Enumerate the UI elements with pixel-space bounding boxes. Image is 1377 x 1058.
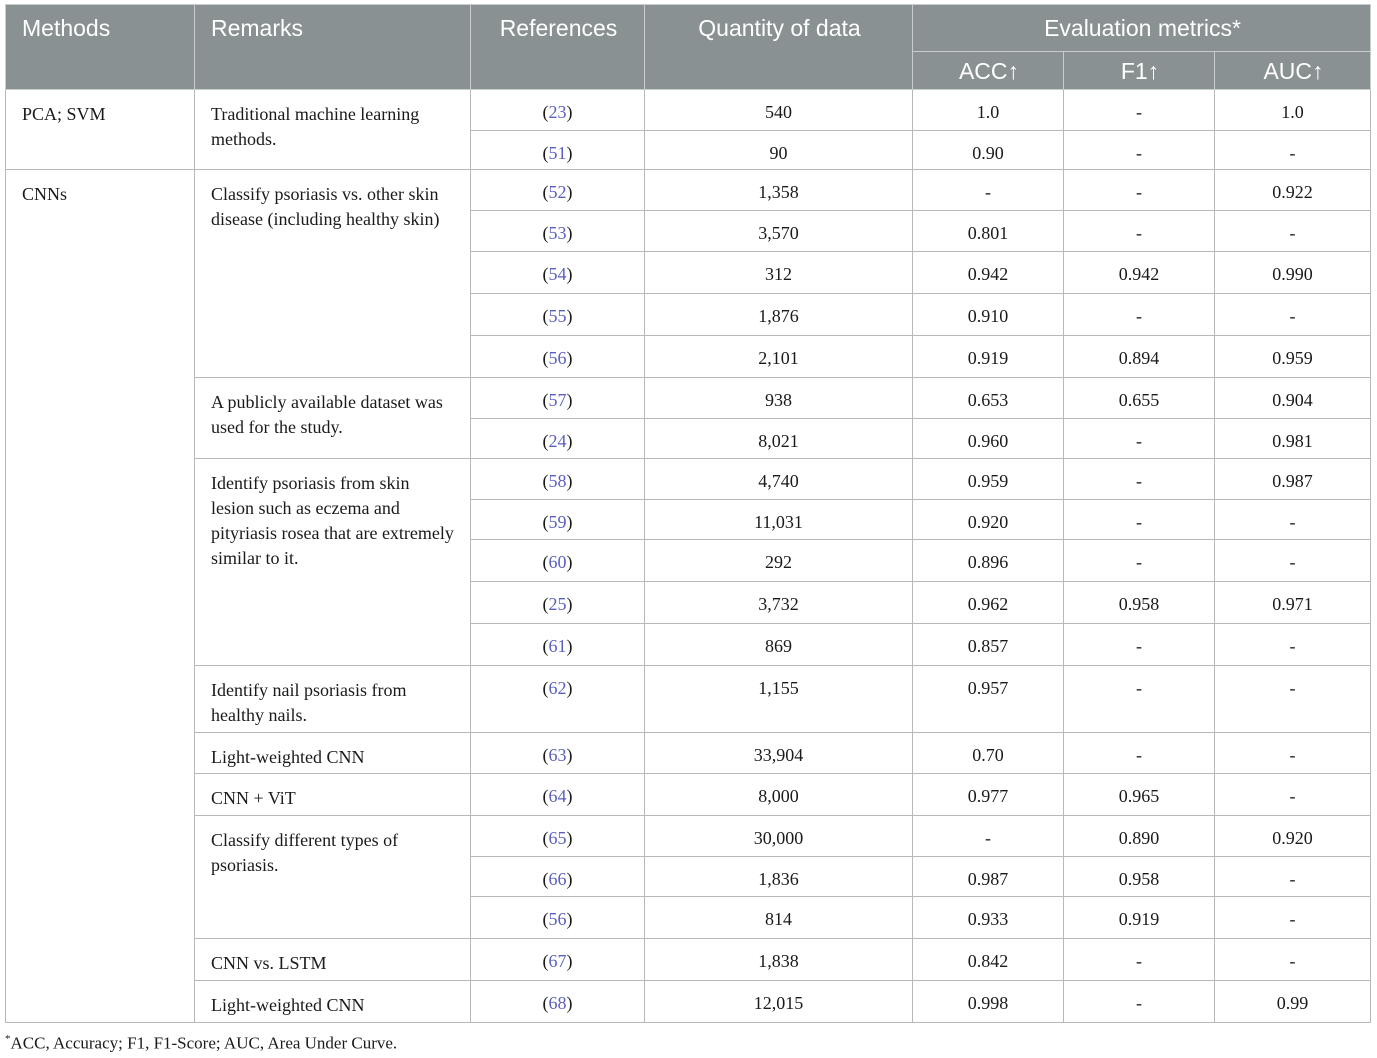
reference-cell: (25) xyxy=(471,582,645,624)
quantity-cell: 540 xyxy=(645,90,913,131)
quantity-cell: 1,876 xyxy=(645,294,913,336)
reference-link[interactable]: 63 xyxy=(548,745,567,765)
quantity-cell: 869 xyxy=(645,624,913,666)
acc-cell: 0.842 xyxy=(913,939,1064,981)
f1-cell: - xyxy=(1064,939,1215,981)
quantity-cell: 1,838 xyxy=(645,939,913,981)
quantity-cell: 1,836 xyxy=(645,857,913,897)
header-f1: F1↑ xyxy=(1064,52,1215,90)
quantity-cell: 312 xyxy=(645,252,913,294)
reference-cell: (62) xyxy=(471,666,645,733)
acc-cell: - xyxy=(913,816,1064,857)
auc-cell: 0.904 xyxy=(1215,378,1371,419)
remark-cell: A publicly available dataset was used for the study. xyxy=(195,378,471,459)
f1-cell: 0.958 xyxy=(1064,857,1215,897)
header-references: References xyxy=(471,5,645,90)
reference-link[interactable]: 57 xyxy=(548,390,567,410)
method-cell: CNNs xyxy=(6,170,195,1023)
table-header xyxy=(6,5,1371,90)
f1-cell: - xyxy=(1064,666,1215,733)
quantity-cell: 8,021 xyxy=(645,419,913,459)
reference-cell: (58) xyxy=(471,459,645,500)
footnote-marker: * xyxy=(5,1033,11,1045)
quantity-cell: 90 xyxy=(645,131,913,170)
f1-cell: 0.958 xyxy=(1064,582,1215,624)
table-row xyxy=(6,666,1371,733)
auc-cell: - xyxy=(1215,666,1371,733)
reference-cell: (56) xyxy=(471,897,645,939)
quantity-cell: 814 xyxy=(645,897,913,939)
acc-cell: 0.70 xyxy=(913,733,1064,774)
auc-cell: - xyxy=(1215,500,1371,540)
auc-cell: 0.920 xyxy=(1215,816,1371,857)
auc-cell: 0.922 xyxy=(1215,170,1371,211)
f1-cell: - xyxy=(1064,500,1215,540)
auc-cell: - xyxy=(1215,211,1371,252)
acc-cell: 0.959 xyxy=(913,459,1064,500)
reference-cell: (66) xyxy=(471,857,645,897)
reference-cell: (61) xyxy=(471,624,645,666)
quantity-cell: 3,732 xyxy=(645,582,913,624)
header-methods: Methods xyxy=(6,5,195,90)
remark-cell: Traditional machine learning methods. xyxy=(195,90,471,170)
reference-link[interactable]: 24 xyxy=(548,431,567,451)
reference-link[interactable]: 23 xyxy=(548,102,567,122)
reference-link[interactable]: 53 xyxy=(548,223,567,243)
quantity-cell: 8,000 xyxy=(645,774,913,816)
f1-cell: - xyxy=(1064,981,1215,1023)
acc-cell: 0.942 xyxy=(913,252,1064,294)
reference-link[interactable]: 60 xyxy=(548,552,567,572)
auc-cell: - xyxy=(1215,897,1371,939)
reference-cell: (65) xyxy=(471,816,645,857)
reference-cell: (53) xyxy=(471,211,645,252)
table-row xyxy=(6,816,1371,857)
auc-cell: - xyxy=(1215,939,1371,981)
reference-link[interactable]: 67 xyxy=(548,951,567,971)
auc-cell: 0.987 xyxy=(1215,459,1371,500)
quantity-cell: 292 xyxy=(645,540,913,582)
reference-link[interactable]: 56 xyxy=(548,348,567,368)
header-remarks: Remarks xyxy=(195,5,471,90)
auc-cell: 0.99 xyxy=(1215,981,1371,1023)
acc-cell: 0.653 xyxy=(913,378,1064,419)
f1-cell: - xyxy=(1064,211,1215,252)
table-row xyxy=(6,378,1371,419)
reference-cell: (52) xyxy=(471,170,645,211)
acc-cell: 0.857 xyxy=(913,624,1064,666)
reference-cell: (55) xyxy=(471,294,645,336)
f1-cell: 0.965 xyxy=(1064,774,1215,816)
reference-link[interactable]: 62 xyxy=(548,678,567,698)
acc-cell: 0.998 xyxy=(913,981,1064,1023)
table-row xyxy=(6,939,1371,981)
reference-cell: (60) xyxy=(471,540,645,582)
auc-cell: - xyxy=(1215,733,1371,774)
f1-cell: - xyxy=(1064,294,1215,336)
f1-cell: - xyxy=(1064,540,1215,582)
acc-cell: 0.90 xyxy=(913,131,1064,170)
reference-cell: (64) xyxy=(471,774,645,816)
acc-cell: 0.920 xyxy=(913,500,1064,540)
f1-cell: 0.919 xyxy=(1064,897,1215,939)
reference-link[interactable]: 64 xyxy=(548,786,567,806)
quantity-cell: 3,570 xyxy=(645,211,913,252)
reference-link[interactable]: 51 xyxy=(548,143,567,163)
f1-cell: 0.894 xyxy=(1064,336,1215,378)
f1-cell: - xyxy=(1064,459,1215,500)
f1-cell: - xyxy=(1064,170,1215,211)
reference-cell: (54) xyxy=(471,252,645,294)
quantity-cell: 938 xyxy=(645,378,913,419)
reference-link[interactable]: 66 xyxy=(548,869,567,889)
remark-cell: CNN vs. LSTM xyxy=(195,939,471,981)
acc-cell: 0.933 xyxy=(913,897,1064,939)
f1-cell: - xyxy=(1064,131,1215,170)
remark-cell: Identify nail psoriasis from healthy nails. xyxy=(195,666,471,733)
reference-link[interactable]: 61 xyxy=(548,636,567,656)
reference-cell: (68) xyxy=(471,981,645,1023)
acc-cell: 0.987 xyxy=(913,857,1064,897)
quantity-cell: 30,000 xyxy=(645,816,913,857)
reference-link[interactable]: 54 xyxy=(548,264,567,284)
f1-cell: 0.942 xyxy=(1064,252,1215,294)
reference-cell: (63) xyxy=(471,733,645,774)
header-acc: ACC↑ xyxy=(913,52,1064,90)
auc-cell: - xyxy=(1215,774,1371,816)
acc-cell: 0.957 xyxy=(913,666,1064,733)
table-footnote xyxy=(5,1033,397,1054)
reference-cell: (59) xyxy=(471,500,645,540)
reference-link[interactable]: 59 xyxy=(548,512,567,532)
f1-cell: - xyxy=(1064,419,1215,459)
quantity-cell: 11,031 xyxy=(645,500,913,540)
reference-link[interactable]: 52 xyxy=(548,182,567,202)
acc-cell: 0.960 xyxy=(913,419,1064,459)
auc-cell: 0.990 xyxy=(1215,252,1371,294)
remark-cell: CNN + ViT xyxy=(195,774,471,816)
table-row xyxy=(6,981,1371,1023)
acc-cell: 0.896 xyxy=(913,540,1064,582)
reference-cell: (23) xyxy=(471,90,645,131)
footnote-text: ACC, Accuracy; F1, F1-Score; AUC, Area Under Curve. xyxy=(10,1033,398,1053)
metrics-table xyxy=(5,4,1371,1023)
reference-link[interactable]: 58 xyxy=(548,471,567,491)
acc-cell: 1.0 xyxy=(913,90,1064,131)
f1-cell: - xyxy=(1064,624,1215,666)
auc-cell: - xyxy=(1215,540,1371,582)
reference-cell: (57) xyxy=(471,378,645,419)
table-row xyxy=(6,774,1371,816)
quantity-cell: 1,358 xyxy=(645,170,913,211)
f1-cell: 0.890 xyxy=(1064,816,1215,857)
reference-cell: (51) xyxy=(471,131,645,170)
table-row xyxy=(6,733,1371,774)
auc-cell: - xyxy=(1215,624,1371,666)
remark-cell: Identify psoriasis from skin lesion such as eczema and pityriasis rosea that are extremely similar to it. xyxy=(195,459,471,666)
reference-cell: (56) xyxy=(471,336,645,378)
reference-link[interactable]: 65 xyxy=(548,828,567,848)
header-auc: AUC↑ xyxy=(1215,52,1371,90)
header-evaluation-metrics: Evaluation metrics* xyxy=(913,5,1371,52)
acc-cell: 0.801 xyxy=(913,211,1064,252)
remark-cell: Classify different types of psoriasis. xyxy=(195,816,471,939)
reference-link[interactable]: 55 xyxy=(548,306,567,326)
quantity-cell: 12,015 xyxy=(645,981,913,1023)
acc-cell: 0.919 xyxy=(913,336,1064,378)
table-row xyxy=(6,170,1371,211)
auc-cell: 1.0 xyxy=(1215,90,1371,131)
acc-cell: 0.910 xyxy=(913,294,1064,336)
method-cell: PCA; SVM xyxy=(6,90,195,170)
auc-cell: 0.981 xyxy=(1215,419,1371,459)
header-quantity: Quantity of data xyxy=(645,5,913,90)
reference-link[interactable]: 56 xyxy=(548,909,567,929)
auc-cell: - xyxy=(1215,294,1371,336)
acc-cell: 0.977 xyxy=(913,774,1064,816)
remark-cell: Light-weighted CNN xyxy=(195,733,471,774)
auc-cell: - xyxy=(1215,131,1371,170)
auc-cell: - xyxy=(1215,857,1371,897)
acc-cell: 0.962 xyxy=(913,582,1064,624)
quantity-cell: 4,740 xyxy=(645,459,913,500)
f1-cell: 0.655 xyxy=(1064,378,1215,419)
table-body xyxy=(6,90,1371,1023)
quantity-cell: 2,101 xyxy=(645,336,913,378)
auc-cell: 0.971 xyxy=(1215,582,1371,624)
table-row xyxy=(6,90,1371,131)
remark-cell: Light-weighted CNN xyxy=(195,981,471,1023)
f1-cell: - xyxy=(1064,90,1215,131)
reference-cell: (67) xyxy=(471,939,645,981)
table-row xyxy=(6,459,1371,500)
quantity-cell: 1,155 xyxy=(645,666,913,733)
quantity-cell: 33,904 xyxy=(645,733,913,774)
auc-cell: 0.959 xyxy=(1215,336,1371,378)
acc-cell: - xyxy=(913,170,1064,211)
reference-link[interactable]: 68 xyxy=(548,993,567,1013)
reference-cell: (24) xyxy=(471,419,645,459)
remark-cell: Classify psoriasis vs. other skin disease (including healthy skin) xyxy=(195,170,471,378)
f1-cell: - xyxy=(1064,733,1215,774)
reference-link[interactable]: 25 xyxy=(548,594,567,614)
